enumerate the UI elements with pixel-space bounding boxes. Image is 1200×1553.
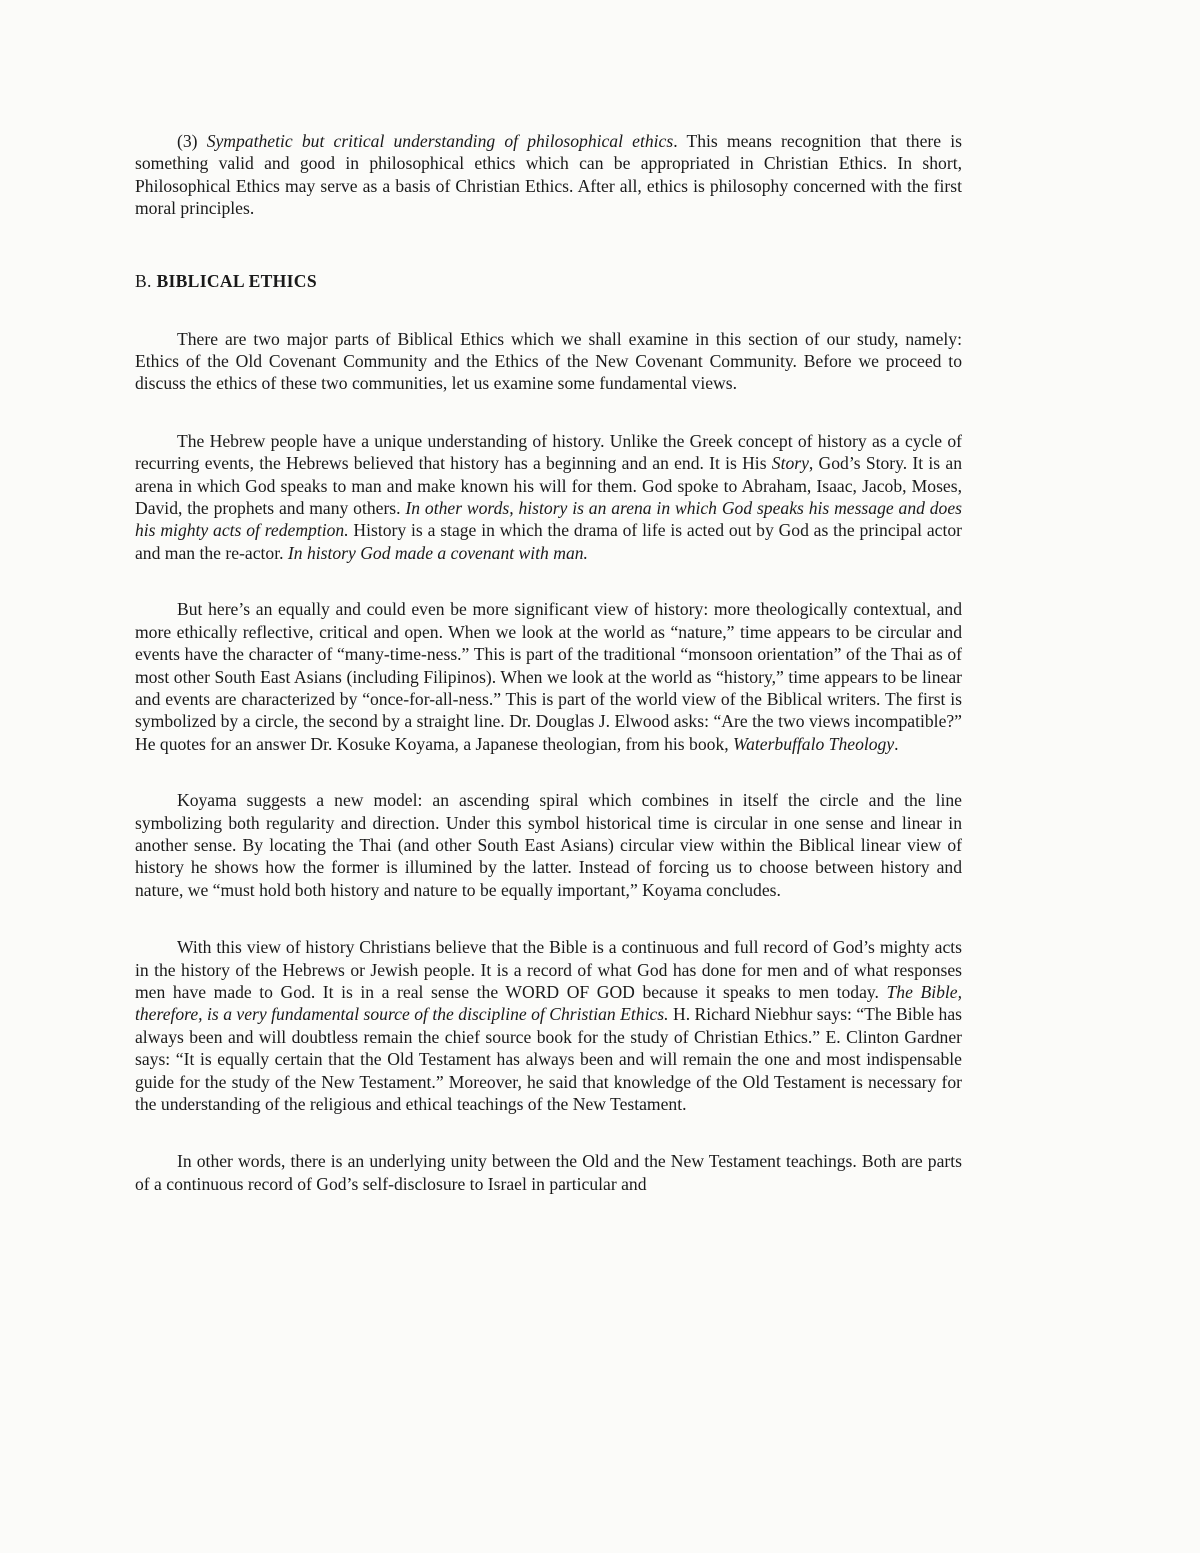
paragraph-hebrew-history [135,430,962,564]
text-run: But here’s an equally and could even be more significant view of history: more theologically contextual, and more ethically reflective, critical and open. When we look at the world as “nature,” time appears to be circular and events have the character of “many-time-ness.” This is part of the traditional “monsoon orientation” of the Thai as of most other South East Asians (including Filipinos). When we look at the world as “history,” time appears to be linear and events are characterized by “once-for-all-ness.” This is part of the world view of the Biblical writers. The first is symbolized by a circle, the second by a straight line. Dr. Douglas J. Elwood asks: “Are the two views incompatible?” He quotes for an answer Dr. Kosuke Koyama, a Japanese theologian, from his book, [135,599,962,754]
paragraph-intro: There are two major parts of Biblical Ethics which we shall examine in this section of our study, namely: Ethics of the Old Covenant Community and the Ethics of the New Covenant Community. Before we proceed to discuss the ethics of these two communities, let us examine some fundamental views. [135,328,962,394]
paragraph-nature-history [135,598,962,755]
paragraph-koyama-spiral: Koyama suggests a new model: an ascending spiral which combines in itself the circle and the line symbolizing both regularity and direction. Under this symbol historical time is circular in one sense and linear in another sense. By locating the Thai (and other South East Asians) circular view within the Biblical linear view of history he shows how the former is illumined by the latter. Instead of forcing us to choose between history and nature, we “must hold both history and nature to be equally important,” Koyama concludes. [135,790,962,900]
italic-run: Story [771,453,809,474]
italic-run: In history God made a covenant with man. [287,542,588,563]
text-run: History is a stage in which the drama of life is acted out by God as the principal actor and man the re-actor. [135,520,962,563]
italic-run: The Bible, therefore, is a very fundamental source of the discipline of Christian Ethics. [135,981,962,1025]
item-lead-italic: Sympathetic but critical understanding of philosophical ethics [206,131,674,151]
text-run: The Hebrew people have a unique understanding of history. Unlike the Greek concept of history as a cycle of recurring events, the Hebrews believed that history has a beginning and an end. It is His [135,430,962,474]
item-number: (3) [177,131,198,151]
section-title: BIBLICAL ETHICS [156,270,317,291]
book-title-italic: Waterbuffalo Theology [733,733,895,754]
text-run: . [894,733,899,754]
paragraph-bible-source [135,936,962,1115]
section-heading [135,270,962,292]
item-text: . This means recognition that there is something valid and good in philosophical ethics which can be appropriated in Christian Ethics. In short, Philosophical Ethics may serve as a basis of Christian Ethics. After all, ethics is philosophy concerned with the first moral principles. [135,131,962,219]
text-run: H. Richard Niebhur says: “The Bible has always been and will doubtless remain the chief source book for the study of Christian Ethics.” E. Clinton Gardner says: “It is equally certain that the Old Testament has always been and will remain the one and most indispensable guide for the study of the New Testament.” Moreover, he said that knowledge of the Old Testament is necessary for the understanding of the religious and ethical teachings of the New Testament. [135,1004,962,1114]
text-run: , God’s Story. It is an arena in which God speaks to man and make known his will for them. God spoke to Abraham, Isaac, Jacob, Moses, David, the prophets and many others. [135,453,962,519]
paragraph-philosophical-ethics [135,130,962,220]
italic-run: In other words, history is an arena in which God speaks his message and does his mighty acts of redemption. [135,498,962,541]
text-run: With this view of history Christians believe that the Bible is a continuous and full record of God’s mighty acts in the history of the Hebrews or Jewish people. It is a record of what God has done for men and of what responses men have made to God. It is in a real sense the WORD OF GOD because it speaks to men today. [135,937,962,1002]
section-number: B. [135,270,152,291]
paragraph-underlying-unity: In other words, there is an underlying unity between the Old and the New Testament teachings. Both are parts of a continuous record of God’s self-disclosure to Israel in particular and [135,1151,962,1194]
